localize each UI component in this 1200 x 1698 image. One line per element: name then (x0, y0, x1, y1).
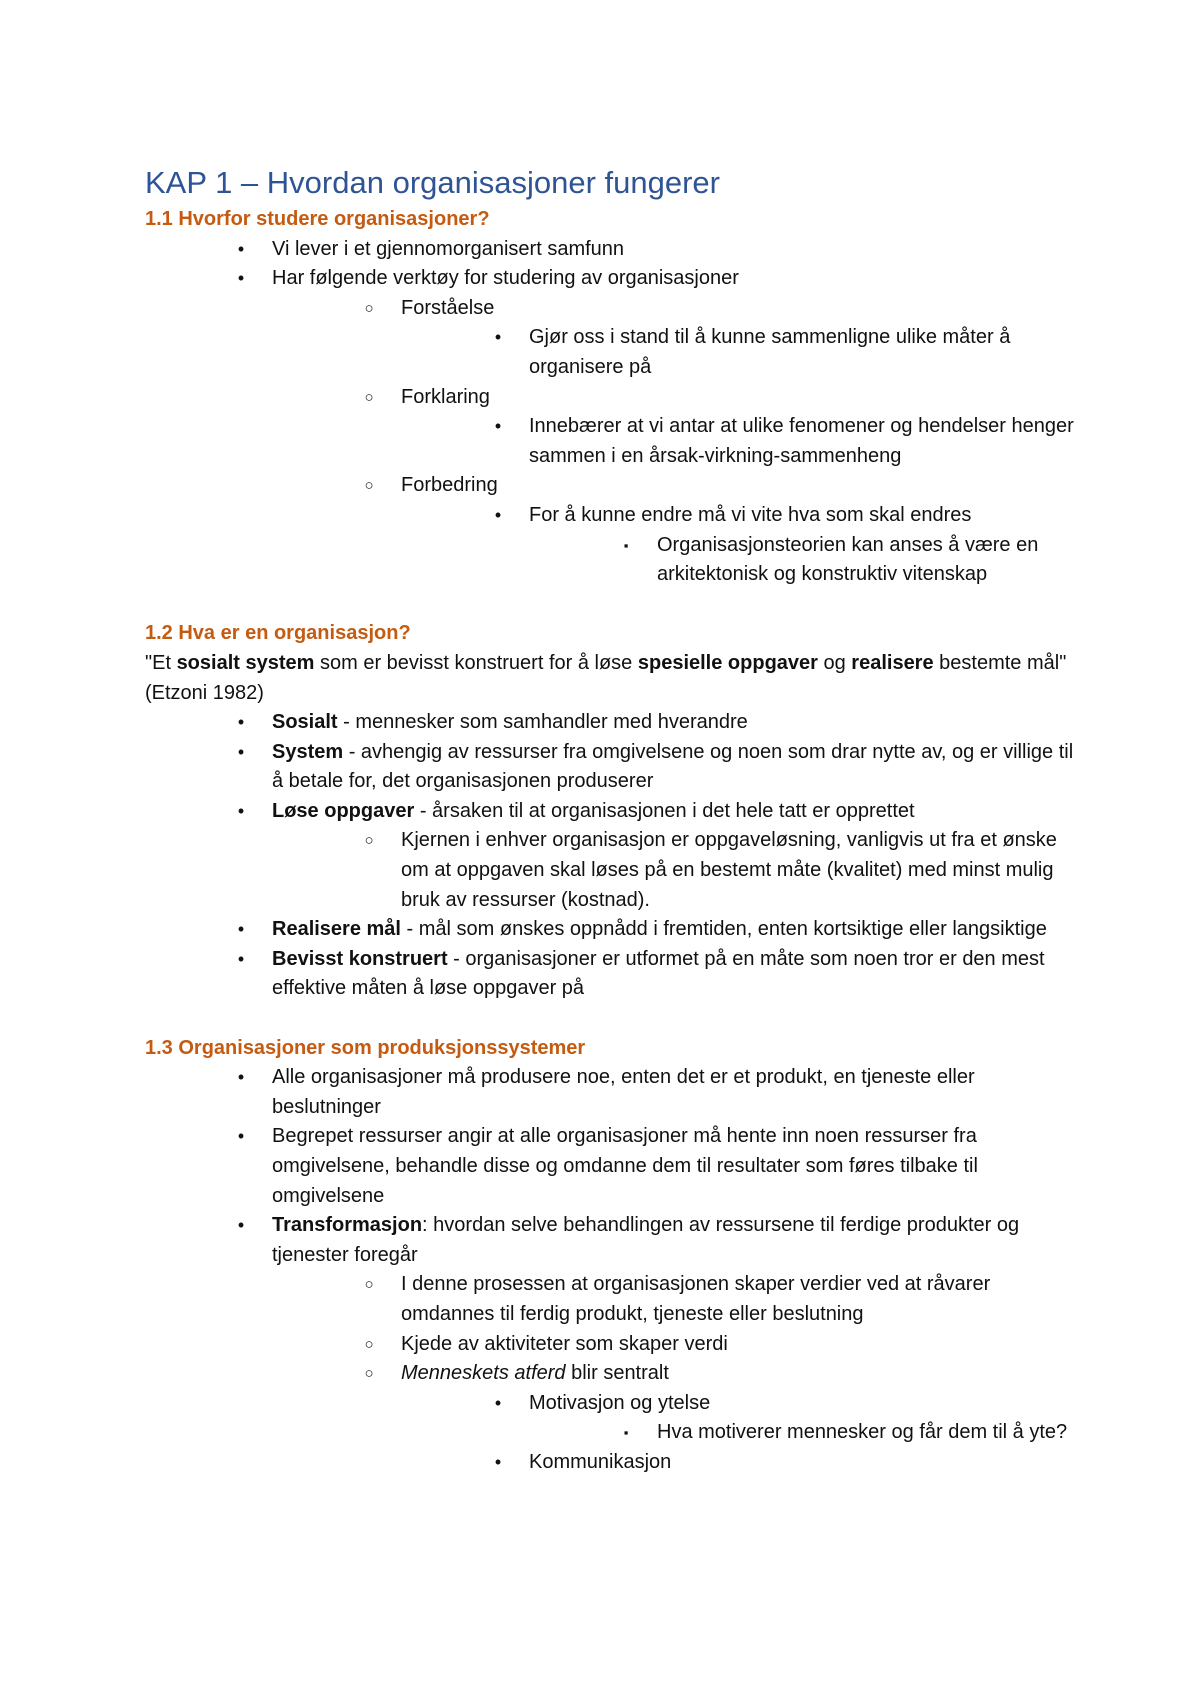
definition-term: realisere (851, 651, 934, 674)
bullet-disc-icon: • (494, 327, 502, 348)
list-item-text: Motivasjon og ytelse (529, 1391, 711, 1414)
list-item (145, 708, 1075, 738)
list-item-text: Innebærer at vi antar at ulike fenomener og hendelser henger sammen i en årsak-virkning-sammenheng (529, 415, 1074, 467)
list-item-text: Forbedring (401, 474, 498, 497)
bullet-disc-icon: • (237, 741, 245, 762)
definition-term: sosialt system (176, 651, 315, 674)
list-item (145, 1359, 1075, 1389)
section-heading-1-2: 1.2 Hva er en organisasjon? (145, 622, 411, 645)
list-item-text: Forståelse (401, 296, 495, 319)
list-item-text: Gjør oss i stand til å kunne sammenligne ulike måter å organisere på (529, 326, 1011, 378)
list-item (145, 1389, 1075, 1419)
list-item-emphasis: Menneskets atferd (401, 1362, 566, 1385)
list-item-term: Sosialt (272, 711, 338, 734)
bullet-disc-icon: • (494, 504, 502, 525)
list-item-term: System (272, 740, 344, 763)
list-item (145, 235, 1075, 265)
list-item (145, 471, 1075, 501)
list-item (145, 1330, 1075, 1360)
list-item (145, 531, 1075, 590)
list-item-term: Transformasjon (272, 1214, 423, 1237)
list-item (145, 1211, 1075, 1270)
list-item (145, 383, 1075, 413)
list-item-text: - årsaken til at organisasjonen i det hele tatt er opprettet (414, 799, 915, 822)
list-item (145, 738, 1075, 797)
definition-text: "Et (145, 651, 177, 674)
list-item-text: - mennesker som samhandler med hverandre (337, 711, 748, 734)
list-item-text: Begrepet ressurser angir at alle organisasjoner må hente inn noen ressurser fra omgivelsene, behandle disse og omdanne dem til resultater som føres tilbake til omgivelsene (272, 1125, 978, 1207)
list-item-text: Alle organisasjoner må produsere noe, enten det er et produkt, en tjeneste eller beslutninger (272, 1066, 975, 1118)
spacer (145, 1004, 1075, 1034)
list-item-text: Forklaring (401, 385, 490, 408)
list-item-text: Kommunikasjon (529, 1450, 672, 1473)
list-item (145, 1270, 1075, 1329)
list-item (145, 264, 1075, 294)
definition-term: spesielle oppgaver (637, 651, 818, 674)
bullet-square-icon: ▪ (623, 1425, 629, 1441)
bullet-disc-icon: • (237, 800, 245, 821)
list-item-text: - avhengig av ressurser fra omgivelsene og noen som drar nytte av, og er villige til å betale for, det organisasjonen produserer (272, 740, 1074, 793)
bullet-disc-icon: • (237, 1215, 245, 1236)
list-item-text: : hvordan selve behandlingen av ressursene til ferdige produkter og tjenester foregår (272, 1214, 1020, 1266)
list-item (145, 323, 1075, 382)
list-item (145, 412, 1075, 471)
bullet-disc-icon: • (237, 1067, 245, 1088)
bullet-disc-icon: • (494, 1392, 502, 1413)
bullet-disc-icon: • (237, 268, 245, 289)
list-item-term: Løse oppgaver (272, 799, 415, 822)
list-item (145, 294, 1075, 324)
list-item-text: Kjede av aktiviteter som skaper verdi (401, 1332, 728, 1355)
bullet-circle-icon: ○ (364, 477, 374, 495)
bullet-disc-icon: • (494, 1451, 502, 1472)
definition-text: som er bevisst konstruert for å løse (314, 651, 638, 674)
bullet-disc-icon: • (237, 948, 245, 969)
list-item (145, 1122, 1075, 1211)
definition-quote (145, 649, 1075, 708)
list-item-term: Realisere mål (272, 918, 401, 941)
definition-text: bestemte mål" (Etzoni 1982) (145, 651, 1067, 704)
list-item-text: blir sentralt (565, 1362, 669, 1385)
list-item-text: - mål som ønskes oppnådd i fremtiden, enten kortsiktige eller langsiktige (400, 918, 1047, 941)
bullet-circle-icon: ○ (364, 1365, 374, 1383)
page-title: KAP 1 – Hvordan organisasjoner fungerer (145, 165, 720, 200)
bullet-disc-icon: • (237, 919, 245, 940)
list-item-text: Har følgende verktøy for studering av organisasjoner (272, 267, 739, 290)
spacer (145, 590, 1075, 620)
section-heading-1-3: 1.3 Organisasjoner som produksjonssystemer (145, 1036, 586, 1059)
list-item (145, 1063, 1075, 1122)
bullet-disc-icon: • (237, 712, 245, 733)
list-item-text: Vi lever i et gjennomorganisert samfunn (272, 237, 625, 260)
bullet-disc-icon: • (237, 238, 245, 259)
bullet-square-icon: ▪ (623, 537, 629, 553)
definition-text: og (817, 651, 852, 674)
list-item-text: Hva motiverer mennesker og får dem til å yte? (657, 1421, 1068, 1444)
list-item-text: Organisasjonsteorien kan anses å være en arkitektonisk og konstruktiv vitenskap (657, 533, 1039, 586)
list-item-text: Kjernen i enhver organisasjon er oppgaveløsning, vanligvis ut fra et ønske om at oppgaven skal løses på en bestemt måte (kvalitet) med minst mulig bruk av ressurser (kostnad). (401, 829, 1057, 911)
bullet-circle-icon: ○ (364, 1335, 374, 1353)
section-heading-1-1: 1.1 Hvorfor studere organisasjoner? (145, 208, 490, 230)
list-item (145, 945, 1075, 1004)
list-item-text: I denne prosessen at organisasjonen skaper verdier ved at råvarer omdannes til ferdig produkt, tjeneste eller beslutning (401, 1273, 991, 1325)
document-body (145, 164, 1075, 1478)
bullet-circle-icon: ○ (364, 832, 374, 850)
list-item-term: Bevisst konstruert (272, 947, 448, 970)
bullet-disc-icon: • (494, 416, 502, 437)
list-item-text: For å kunne endre må vi vite hva som skal endres (529, 503, 972, 526)
list-item (145, 501, 1075, 531)
list-item (145, 797, 1075, 827)
bullet-disc-icon: • (237, 1126, 245, 1147)
list-item (145, 826, 1075, 915)
list-item (145, 1448, 1075, 1478)
bullet-circle-icon: ○ (364, 1276, 374, 1294)
bullet-circle-icon: ○ (364, 299, 374, 317)
list-item (145, 1418, 1075, 1448)
list-item-text: - organisasjoner er utformet på en måte som noen tror er den mest effektive måten å løse oppgaver på (272, 947, 1045, 1000)
list-item (145, 915, 1075, 945)
bullet-circle-icon: ○ (364, 388, 374, 406)
